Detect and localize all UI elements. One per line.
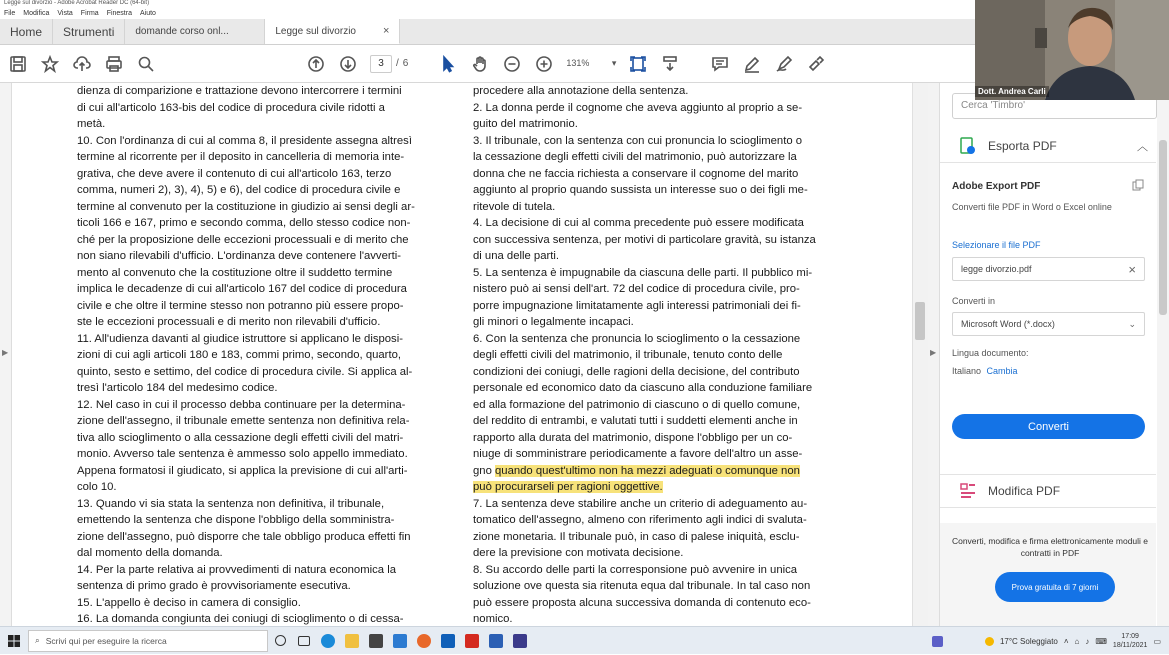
document-column-right — [473, 83, 851, 626]
panel-scrollbar-thumb[interactable] — [1159, 140, 1167, 315]
tab-doc-domande[interactable] — [125, 19, 265, 44]
doc-line: nistero può ai sensi dell'art. 72 del codice di procedura civile, pro- — [473, 283, 800, 295]
weather-text[interactable]: 17°C Soleggiato — [999, 636, 1058, 646]
teams-icon[interactable] — [932, 636, 943, 647]
promo-area — [940, 523, 1156, 626]
draw-icon — [775, 55, 793, 73]
minus-circle-icon — [503, 55, 521, 73]
edge-icon — [321, 634, 335, 648]
taskbar-search-input[interactable] — [28, 630, 268, 652]
clock-date: 18/11/2021 — [1112, 642, 1148, 649]
export-pdf-title: Esporta PDF — [988, 138, 1057, 153]
prev-page-button[interactable] — [300, 48, 332, 80]
doc-line: ritevole di tutela. — [473, 200, 556, 213]
acrobat-icon — [465, 634, 479, 648]
document-scrollbar[interactable] — [912, 83, 928, 626]
document-scrollbar-thumb[interactable] — [915, 302, 925, 340]
hand-icon — [471, 55, 489, 73]
notifications-icon[interactable]: ▭ — [1153, 636, 1161, 646]
doc-line: 13. Quando vi sia stata la sentenza non definitiva, il tribunale, — [77, 497, 385, 510]
outlook-icon — [441, 634, 455, 648]
page-number-input[interactable]: 3 — [370, 55, 392, 73]
menu-finestra[interactable]: Finestra — [106, 9, 132, 17]
doc-line: la cessazione degli effetti civili del matrimonio, può autorizzare la — [473, 151, 797, 163]
change-language-link[interactable]: Cambia — [986, 366, 1018, 376]
doc-line: tomatico dell'assegno, almeno con riferimento agli indici di svaluta- — [473, 514, 807, 526]
toolbar — [0, 45, 975, 83]
doc-line: aggiunto al proprio quando sussista un interesse suo o dei figli me- — [473, 184, 808, 196]
fit-page-button[interactable] — [622, 48, 654, 80]
document-column-left — [77, 83, 457, 626]
firefox-icon — [417, 634, 431, 648]
chevron-down-icon: ⌄ — [1128, 318, 1136, 329]
taskbar-search-placeholder: Scrivi qui per eseguire la ricerca — [45, 635, 167, 646]
tab-doc-domande-label: domande corso onl... — [135, 26, 229, 37]
doc-line: 14. Per la parte relativa ai provvedimenti di natura economica la — [77, 563, 396, 576]
save-button[interactable] — [2, 48, 34, 80]
format-value: Microsoft Word (*.docx) — [961, 319, 1055, 329]
doc-line: colo 10. — [77, 481, 117, 493]
doc-line: zione dell'assegno, il tribunale emette sentenza non definitiva rela- — [77, 415, 410, 427]
tab-home[interactable]: Home — [0, 19, 53, 44]
volume-icon[interactable]: ♪ — [1085, 636, 1090, 646]
document-view[interactable] — [12, 83, 928, 626]
pen-icon — [743, 55, 761, 73]
store-button[interactable] — [364, 627, 388, 655]
doc-line: metà. — [77, 118, 106, 130]
doc-line: dal momento della domanda. — [77, 547, 223, 559]
doc-line: guito del matrimonio. — [473, 118, 578, 130]
doc-line: grativa, che deve avere il contenuto di cui all'articolo 163, terzo — [77, 167, 392, 180]
comment-button[interactable] — [704, 48, 736, 80]
doc-line: condizioni dei coniugi, delle ragioni della decisione, del contributo — [473, 365, 800, 378]
doc-line: termine al convenuto per la costituzione in giudizio ai sensi degli ar- — [77, 200, 415, 213]
clock[interactable] — [1113, 632, 1148, 650]
doc-line: termine al ricorrente per il deposito in cancelleria di memoria inte- — [77, 151, 405, 163]
doc-line: gli minori o legalmente incapaci. — [473, 316, 634, 328]
doc-line: soluzione ove questa sia ritenuta equa dal tribunale. In tal caso non — [473, 580, 811, 592]
cortana-button[interactable] — [268, 627, 292, 655]
select-tool-button[interactable] — [432, 48, 464, 80]
modify-pdf-title: Modifica PDF — [988, 484, 1061, 498]
doc-line: non siano rilevabili d'ufficio. L'ordinanza deve contenere l'avverti- — [77, 250, 402, 262]
scroll-mode-icon — [661, 55, 679, 73]
export-pdf-section[interactable] — [940, 129, 1156, 163]
plus-circle-icon — [535, 55, 553, 73]
highlighted-text-1[interactable]: quando quest'ultimo non ha mezzi adeguati o comunque non — [495, 464, 800, 477]
mail-button[interactable] — [388, 627, 412, 655]
doc-line: può essere proposta alcuna successiva domanda di contenuto eco- — [473, 596, 811, 609]
bookmark-button[interactable] — [34, 48, 66, 80]
chevron-down-icon: ▾ — [611, 58, 617, 68]
doc-line: tresì l'articolo 184 del medesimo codice. — [77, 382, 278, 394]
doc-line: di cui all'articolo 163-bis del codice di procedura civile ridotti a — [77, 101, 385, 114]
doc-line: implica le decadenze di cui all'articolo 167 del codice di procedura — [77, 283, 407, 295]
doc-line-highlight-2 — [473, 479, 851, 496]
modify-pdf-section[interactable] — [940, 474, 1156, 508]
tab-bar — [0, 19, 975, 45]
save-icon — [9, 55, 27, 73]
arrow-down-circle-icon — [339, 55, 357, 73]
menu-vista[interactable]: Vista — [57, 9, 73, 17]
doc-line: 3. Il tribunale, con la sentenza con cui pronuncia lo scioglimento o — [473, 134, 803, 147]
doc-line: Appena formatosi il giudicato, si applica la previsione di cui all'arti- — [77, 464, 408, 477]
doc-line: emettendo la sentenza che dispone l'obbligo della somministra- — [77, 514, 395, 526]
chevron-right-icon: ▶ — [2, 348, 9, 357]
cloud-upload-icon — [73, 55, 91, 73]
zoom-value: 131% — [566, 58, 590, 68]
menu-modifica[interactable]: Modifica — [23, 9, 50, 17]
doc-line: di una delle parti. — [473, 250, 560, 262]
folder-icon — [345, 634, 359, 648]
system-tray — [932, 627, 1161, 655]
search-icon — [137, 55, 155, 73]
doc-line: comma, numeri 2), 3), 4), 5) e 6), del codice di procedura civile e — [77, 184, 401, 196]
free-trial-button[interactable]: Prova gratuita di 7 giorni — [995, 572, 1115, 602]
doc-line: ed alla formazione del patrimonio di ciascuno o di quello comune, — [473, 398, 801, 411]
adobe-export-title: Adobe Export PDF — [952, 181, 1041, 192]
participant-name: Dott. Andrea Carli — [975, 86, 1049, 97]
doc-line: degli effetti civili del matrimonio, il tribunale, tenuto conto delle — [473, 349, 783, 361]
doc-hl-prefix: gno — [473, 464, 495, 477]
find-button[interactable] — [130, 48, 162, 80]
page-separator: / — [396, 58, 399, 69]
doc-line: niuge di somministrare periodicamente a favore dell'altro un asse- — [473, 448, 803, 460]
zoom-in-button[interactable] — [528, 48, 560, 80]
doc-line: civile e che oltre il termine stesso non potranno più essere propo- — [77, 299, 404, 312]
doc-line: 7. La sentenza deve stabilire anche un criterio di adeguamento au- — [473, 497, 808, 510]
menu-bar — [0, 7, 975, 19]
window-title: Legge sul divorzio - Adobe Acrobat Reader DC (64-bit) — [0, 0, 1169, 7]
app-icon — [513, 634, 527, 648]
doc-line: ticoli 166 e 167, primo e secondo comma, dello stesso codice non- — [77, 217, 411, 229]
star-icon — [41, 55, 59, 73]
doc-line: porre impugnazione limitatamente agli interessi patrimoniali dei fi- — [473, 299, 801, 312]
doc-line: dere la previsione con motivata decisione. — [473, 547, 684, 559]
next-page-button[interactable] — [332, 48, 364, 80]
close-tab-icon[interactable]: × — [382, 25, 390, 37]
word-icon — [489, 634, 503, 648]
sun-icon — [985, 637, 994, 646]
search-icon: ⌕ — [35, 635, 40, 645]
doc-line: mento al convenuto che la costituzione oltre il suddetto termine — [77, 266, 393, 279]
tab-doc-legge[interactable] — [265, 19, 400, 44]
tab-doc-legge-label: Legge sul divorzio — [275, 25, 356, 37]
chevron-right-icon: ▶ — [930, 348, 937, 357]
selected-file-name: legge divorzio.pdf — [961, 264, 1032, 274]
convert-button[interactable]: Converti — [952, 414, 1145, 439]
acrobat-button[interactable] — [460, 627, 484, 655]
doc-line: 6. Con la sentenza che pronuncia lo scioglimento o la cessazione — [473, 332, 801, 345]
firefox-button[interactable] — [412, 627, 436, 655]
keyboard-icon[interactable]: ⌨ — [1095, 636, 1107, 646]
right-panel-toggle[interactable] — [928, 83, 940, 626]
chevron-up-icon[interactable]: ˄ — [1063, 636, 1069, 646]
word-button[interactable] — [484, 627, 508, 655]
page-total: 6 — [402, 58, 409, 69]
print-icon — [105, 55, 123, 73]
doc-line: zioni di cui agli articoli 180 e 183, commi primo, secondo, quarto, — [77, 349, 402, 361]
webcam-overlay — [975, 0, 1169, 100]
language-row — [952, 366, 1018, 376]
export-pdf-icon — [958, 136, 978, 156]
print-button[interactable] — [98, 48, 130, 80]
hand-tool-button[interactable] — [464, 48, 496, 80]
doc-line: personale ed economico dato da ciascuno alla conduzione familiare — [473, 382, 813, 394]
file-explorer-button[interactable] — [340, 627, 364, 655]
tool-search-input[interactable]: Cerca 'Timbro' — [952, 93, 1157, 119]
format-select[interactable] — [952, 312, 1145, 336]
doc-line: zione monetaria. Il tribunale può, in caso di palese iniquità, esclu- — [473, 530, 800, 543]
doc-line: 16. La domanda congiunta dei coniugi di scioglimento o di cessa- — [77, 613, 404, 625]
doc-line: rapporto alla durata del matrimonio, dispone l'obbligo per un co- — [473, 431, 793, 444]
promo-text: Converti, modifica e firma elettronicamente moduli e contratti in PDF — [951, 536, 1149, 558]
convert-to-label: Converti in — [952, 296, 996, 306]
webcam-video — [975, 0, 1169, 100]
mail-icon — [393, 634, 407, 648]
start-button[interactable] — [0, 627, 28, 655]
task-view-icon — [298, 636, 310, 646]
doc-line: ché per la proposizione delle eccezioni processuali e di merito che — [77, 233, 409, 246]
document-column-right-top — [473, 83, 851, 463]
outlook-button[interactable] — [436, 627, 460, 655]
doc-line: ste le eccezioni processuali e di merito non rilevabili d'ufficio. — [77, 316, 381, 328]
doc-line: 15. L'appello è deciso in camera di consiglio. — [77, 596, 301, 609]
tab-tools[interactable]: Strumenti — [53, 19, 125, 44]
chevron-up-icon[interactable]: ︿ — [1137, 140, 1148, 153]
language-value: Italiano — [952, 366, 982, 376]
page-navigator — [370, 55, 408, 73]
doc-line: 8. Su accordo delle parti la corresponsione può avvenire in unica — [473, 563, 798, 576]
copy-icon[interactable] — [1132, 179, 1144, 191]
doc-line: 10. Con l'ordinanza di cui al comma 8, il presidente assegna altresì — [77, 134, 412, 147]
doc-line: monio. Avverso tale sentenza è ammesso solo appello immediato. — [77, 448, 408, 460]
modify-pdf-icon — [958, 481, 978, 501]
doc-line: del reddito di entrambi, e valutati tutti i suddetti elementi anche in — [473, 415, 798, 427]
store-icon — [369, 634, 383, 648]
document-column-right-bottom — [473, 496, 851, 627]
cortana-icon — [275, 635, 286, 646]
menu-firma[interactable]: Firma — [80, 9, 99, 17]
doc-line: 2. La donna perde il cognome che aveva aggiunto al proprio a se- — [473, 101, 803, 114]
menu-file[interactable]: File — [4, 9, 16, 17]
sign-button[interactable] — [800, 48, 832, 80]
close-icon[interactable]: × — [1128, 261, 1136, 277]
tools-pane — [940, 83, 1169, 626]
doc-line-highlight-1 — [473, 463, 851, 480]
app-button[interactable] — [508, 627, 532, 655]
doc-line: tiva allo scioglimento o alla cessazione degli effetti civili del matri- — [77, 431, 404, 444]
draw-button[interactable] — [768, 48, 800, 80]
menu-aiuto[interactable]: Aiuto — [139, 9, 156, 17]
doc-line: quinto, sesto e settimo, del codice di procedura civile. Si applica al- — [77, 365, 413, 378]
cursor-arrow-icon — [439, 55, 457, 73]
zoom-out-button[interactable] — [496, 48, 528, 80]
arrow-up-circle-icon — [307, 55, 325, 73]
sign-icon — [807, 55, 825, 73]
fit-page-icon — [629, 55, 647, 73]
highlight-button[interactable] — [736, 48, 768, 80]
doc-line: donna che ne faccia richiesta a conservare il cognome del marito — [473, 167, 799, 180]
edge-button[interactable] — [316, 627, 340, 655]
doc-line: sentenza di primo grado è provvisoriamente esecutiva. — [77, 580, 351, 592]
windows-logo-icon — [8, 635, 20, 647]
highlighted-text-2[interactable]: può procurarseli per ragioni oggettive. — [473, 481, 663, 493]
upload-button[interactable] — [66, 48, 98, 80]
doc-line: procedere alla annotazione della sentenza. — [473, 85, 689, 97]
selected-file-field[interactable] — [952, 257, 1145, 281]
doc-line: 5. La sentenza è impugnabile da ciascuna delle parti. Il pubblico mi- — [473, 266, 813, 279]
zoom-select[interactable] — [566, 58, 616, 69]
doc-line: zione dell'assegno, può disporre che tale obbligo produca effetti fin — [77, 530, 411, 543]
doc-line: dienza di comparizione e trattazione devono intercorrere i termini — [77, 85, 402, 97]
doc-line: 11. All'udienza davanti al giudice istruttore si applicano le disposi- — [77, 332, 403, 345]
doc-line: nomico. — [473, 613, 513, 625]
clock-time: 17:09 — [1121, 633, 1139, 640]
comment-icon — [711, 55, 729, 73]
export-description: Converti file PDF in Word o Excel online — [952, 202, 1112, 212]
doc-line: 4. La decisione di cui al comma precedente può essere modificata — [473, 217, 804, 229]
left-panel-toggle[interactable] — [0, 83, 12, 626]
doc-line: 12. Nel caso in cui il processo debba continuare per la determina- — [77, 398, 406, 411]
doc-line: con successiva sentenza, per motivi di particolare gravità, su istanza — [473, 233, 816, 246]
scroll-mode-button[interactable] — [654, 48, 686, 80]
task-view-button[interactable] — [292, 627, 316, 655]
network-icon[interactable]: ⌂ — [1074, 636, 1080, 646]
taskbar — [0, 626, 1169, 654]
select-file-link[interactable]: Selezionare il file PDF — [952, 240, 1041, 250]
language-label: Lingua documento: — [952, 348, 1029, 358]
